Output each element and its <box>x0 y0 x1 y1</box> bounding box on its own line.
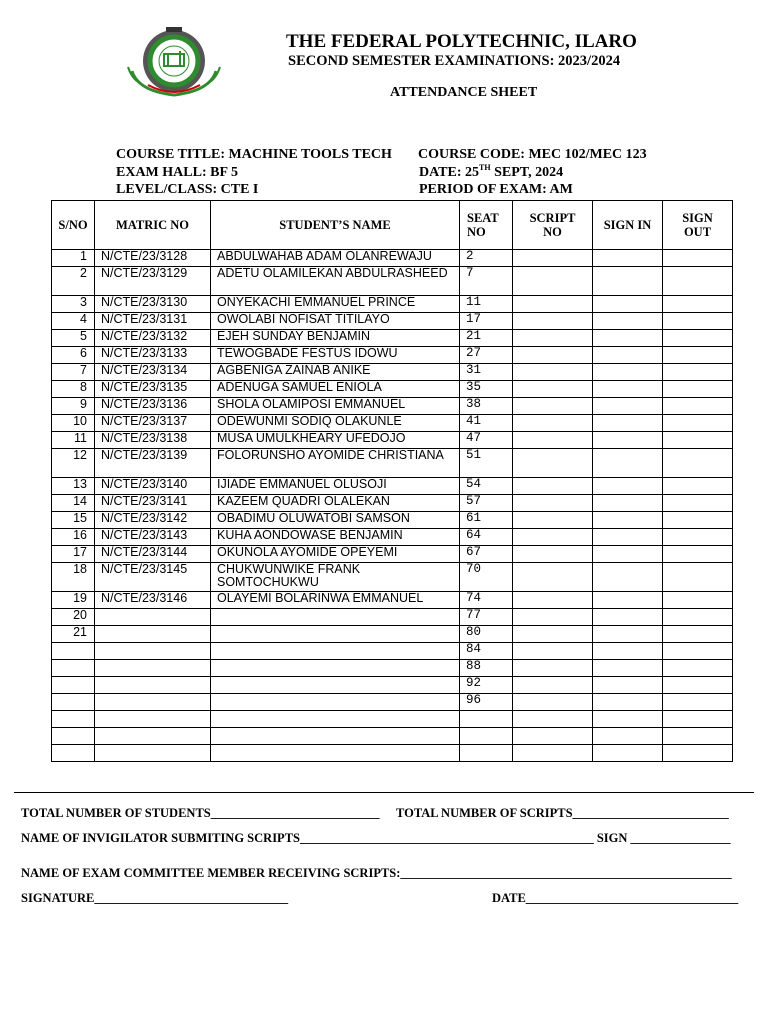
row-sign-in <box>593 398 663 415</box>
row-sno: 3 <box>52 296 95 313</box>
row-sign-out <box>663 643 733 660</box>
row-sno <box>52 728 95 745</box>
row-seat-no: 31 <box>460 364 513 381</box>
row-matric-no <box>95 745 211 762</box>
row-seat-no: 41 <box>460 415 513 432</box>
row-script-no <box>513 643 593 660</box>
row-matric-no: N/CTE/23/3139 <box>95 449 211 478</box>
row-script-no <box>513 529 593 546</box>
row-seat-no <box>460 711 513 728</box>
row-script-no <box>513 364 593 381</box>
table-header-row <box>52 201 733 250</box>
row-sign-out <box>663 677 733 694</box>
sheet-title: ATTENDANCE SHEET <box>390 85 538 100</box>
header-sign-out: SIGN OUT <box>663 201 733 250</box>
row-seat-no: 2 <box>460 250 513 267</box>
row-matric-no: N/CTE/23/3135 <box>95 381 211 398</box>
row-script-no <box>513 711 593 728</box>
row-matric-no: N/CTE/23/3136 <box>95 398 211 415</box>
row-script-no <box>513 449 593 478</box>
row-student-name: OWOLABI NOFISAT TITILAYO <box>211 313 460 330</box>
row-script-no <box>513 495 593 512</box>
row-seat-no: 17 <box>460 313 513 330</box>
row-sno: 6 <box>52 347 95 364</box>
table-row <box>52 529 733 546</box>
footer-divider <box>14 792 754 793</box>
table-row <box>52 643 733 660</box>
row-sno <box>52 643 95 660</box>
row-script-no <box>513 330 593 347</box>
row-sign-in <box>593 592 663 609</box>
row-sign-in <box>593 250 663 267</box>
row-student-name: MUSA UMULKHEARY UFEDOJO <box>211 432 460 449</box>
row-sign-in <box>593 364 663 381</box>
row-sign-in <box>593 381 663 398</box>
row-sign-out <box>663 694 733 711</box>
row-student-name: OLAYEMI BOLARINWA EMMANUEL <box>211 592 460 609</box>
row-student-name <box>211 711 460 728</box>
table-row <box>52 660 733 677</box>
table-row <box>52 347 733 364</box>
row-seat-no: 47 <box>460 432 513 449</box>
table-row <box>52 330 733 347</box>
row-sign-out <box>663 432 733 449</box>
course-title: COURSE TITLE: MACHINE TOOLS TECH <box>116 147 392 162</box>
exam-session: SECOND SEMESTER EXAMINATIONS: 2023/2024 <box>288 53 621 69</box>
row-student-name: ONYEKACHI EMMANUEL PRINCE <box>211 296 460 313</box>
header-seat: SEAT NO <box>460 201 513 250</box>
row-matric-no: N/CTE/23/3140 <box>95 478 211 495</box>
row-matric-no: N/CTE/23/3141 <box>95 495 211 512</box>
row-seat-no: 64 <box>460 529 513 546</box>
row-sno: 11 <box>52 432 95 449</box>
date-line: DATE__________________________________ <box>492 891 739 905</box>
row-sno <box>52 711 95 728</box>
header-name: STUDENT’S NAME <box>211 201 460 250</box>
row-seat-no: 96 <box>460 694 513 711</box>
row-sign-in <box>593 415 663 432</box>
row-sign-out <box>663 313 733 330</box>
table-row <box>52 313 733 330</box>
table-row <box>52 415 733 432</box>
row-sno: 7 <box>52 364 95 381</box>
header-matric: MATRIC NO <box>95 201 211 250</box>
invigilator-line: NAME OF INVIGILATOR SUBMITING SCRIPTS_______________________________________________ SIGN ________________ <box>21 831 731 845</box>
table-row <box>52 563 733 592</box>
row-student-name: CHUKWUNWIKE FRANK SOMTOCHUKWU <box>211 563 460 592</box>
row-student-name <box>211 660 460 677</box>
row-seat-no: 11 <box>460 296 513 313</box>
row-student-name <box>211 728 460 745</box>
row-sign-out <box>663 347 733 364</box>
row-script-no <box>513 609 593 626</box>
row-script-no <box>513 563 593 592</box>
row-sign-out <box>663 609 733 626</box>
row-sign-out <box>663 660 733 677</box>
row-script-no <box>513 694 593 711</box>
row-script-no <box>513 296 593 313</box>
row-matric-no: N/CTE/23/3137 <box>95 415 211 432</box>
row-sign-in <box>593 745 663 762</box>
row-sno <box>52 677 95 694</box>
table-row <box>52 694 733 711</box>
exam-hall: EXAM HALL: BF 5 <box>116 165 238 180</box>
row-matric-no <box>95 728 211 745</box>
row-student-name <box>211 694 460 711</box>
row-matric-no <box>95 609 211 626</box>
header-sign-in: SIGN IN <box>593 201 663 250</box>
row-sign-in <box>593 330 663 347</box>
row-script-no <box>513 381 593 398</box>
table-row <box>52 626 733 643</box>
row-matric-no: N/CTE/23/3138 <box>95 432 211 449</box>
row-sno: 19 <box>52 592 95 609</box>
row-sign-out <box>663 529 733 546</box>
row-seat-no: 21 <box>460 330 513 347</box>
row-sno: 17 <box>52 546 95 563</box>
row-student-name <box>211 626 460 643</box>
row-sign-out <box>663 250 733 267</box>
row-student-name <box>211 643 460 660</box>
row-sign-in <box>593 609 663 626</box>
row-matric-no <box>95 660 211 677</box>
table-row <box>52 592 733 609</box>
row-student-name: ODEWUNMI SODIQ OLAKUNLE <box>211 415 460 432</box>
row-seat-no: 88 <box>460 660 513 677</box>
table-row <box>52 512 733 529</box>
row-sno: 18 <box>52 563 95 592</box>
row-script-no <box>513 432 593 449</box>
table-row <box>52 728 733 745</box>
row-sign-in <box>593 626 663 643</box>
row-student-name: OBADIMU OLUWATOBI SAMSON <box>211 512 460 529</box>
row-script-no <box>513 660 593 677</box>
row-sno: 16 <box>52 529 95 546</box>
exam-period: PERIOD OF EXAM: AM <box>419 182 573 197</box>
row-sign-in <box>593 478 663 495</box>
row-student-name: KAZEEM QUADRI OLALEKAN <box>211 495 460 512</box>
header-script: SCRIPT NO <box>513 201 593 250</box>
row-matric-no <box>95 677 211 694</box>
row-sign-in <box>593 677 663 694</box>
row-seat-no: 80 <box>460 626 513 643</box>
row-sno <box>52 660 95 677</box>
row-matric-no: N/CTE/23/3131 <box>95 313 211 330</box>
row-seat-no: 74 <box>460 592 513 609</box>
row-sign-in <box>593 660 663 677</box>
row-student-name: IJIADE EMMANUEL OLUSOJI <box>211 478 460 495</box>
row-sno: 20 <box>52 609 95 626</box>
row-matric-no: N/CTE/23/3142 <box>95 512 211 529</box>
exam-date: DATE: 25TH SEPT, 2024 <box>419 163 564 180</box>
row-sign-out <box>663 745 733 762</box>
row-script-no <box>513 415 593 432</box>
row-script-no <box>513 398 593 415</box>
row-sign-in <box>593 711 663 728</box>
row-sno: 1 <box>52 250 95 267</box>
row-sign-in <box>593 546 663 563</box>
row-sign-in <box>593 512 663 529</box>
row-matric-no: N/CTE/23/3134 <box>95 364 211 381</box>
row-sno: 13 <box>52 478 95 495</box>
table-row <box>52 745 733 762</box>
row-sign-in <box>593 296 663 313</box>
table-row <box>52 296 733 313</box>
row-seat-no: 35 <box>460 381 513 398</box>
row-seat-no: 84 <box>460 643 513 660</box>
institution-title: THE FEDERAL POLYTECHNIC, ILARO <box>286 31 637 52</box>
table-row <box>52 381 733 398</box>
row-sign-out <box>663 381 733 398</box>
row-student-name <box>211 677 460 694</box>
header-sno: S/NO <box>52 201 95 250</box>
course-code: COURSE CODE: MEC 102/MEC 123 <box>418 147 647 162</box>
row-sign-out <box>663 592 733 609</box>
row-matric-no: N/CTE/23/3143 <box>95 529 211 546</box>
row-sign-out <box>663 711 733 728</box>
total-students-line: TOTAL NUMBER OF STUDENTS___________________________ <box>21 806 380 820</box>
row-sno: 5 <box>52 330 95 347</box>
row-sign-out <box>663 364 733 381</box>
row-matric-no: N/CTE/23/3133 <box>95 347 211 364</box>
row-student-name <box>211 745 460 762</box>
row-student-name: ADETU OLAMILEKAN ABDULRASHEED <box>211 267 460 296</box>
row-matric-no: N/CTE/23/3145 <box>95 563 211 592</box>
row-seat-no: 67 <box>460 546 513 563</box>
row-student-name: OKUNOLA AYOMIDE OPEYEMI <box>211 546 460 563</box>
row-sno: 9 <box>52 398 95 415</box>
row-student-name <box>211 609 460 626</box>
row-matric-no <box>95 643 211 660</box>
row-seat-no: 51 <box>460 449 513 478</box>
row-sign-out <box>663 267 733 296</box>
row-script-no <box>513 592 593 609</box>
row-matric-no: N/CTE/23/3129 <box>95 267 211 296</box>
row-seat-no <box>460 745 513 762</box>
row-sign-out <box>663 296 733 313</box>
row-matric-no <box>95 626 211 643</box>
signature-line: SIGNATURE_______________________________ <box>21 891 289 905</box>
row-sno <box>52 694 95 711</box>
row-student-name: ADENUGA SAMUEL ENIOLA <box>211 381 460 398</box>
table-row <box>52 364 733 381</box>
row-sign-out <box>663 415 733 432</box>
row-sign-out <box>663 495 733 512</box>
row-sign-out <box>663 512 733 529</box>
row-matric-no: N/CTE/23/3144 <box>95 546 211 563</box>
row-sign-in <box>593 432 663 449</box>
row-sign-in <box>593 449 663 478</box>
table-row <box>52 677 733 694</box>
row-seat-no: 38 <box>460 398 513 415</box>
row-student-name: SHOLA OLAMIPOSI EMMANUEL <box>211 398 460 415</box>
row-student-name: ABDULWAHAB ADAM OLANREWAJU <box>211 250 460 267</box>
row-matric-no <box>95 694 211 711</box>
row-matric-no: N/CTE/23/3132 <box>95 330 211 347</box>
row-sign-out <box>663 546 733 563</box>
row-script-no <box>513 677 593 694</box>
row-sign-in <box>593 267 663 296</box>
row-seat-no: 70 <box>460 563 513 592</box>
row-sno: 10 <box>52 415 95 432</box>
row-student-name: FOLORUNSHO AYOMIDE CHRISTIANA <box>211 449 460 478</box>
row-sign-in <box>593 495 663 512</box>
row-seat-no: 27 <box>460 347 513 364</box>
row-sign-in <box>593 313 663 330</box>
row-sign-out <box>663 449 733 478</box>
row-matric-no <box>95 711 211 728</box>
row-sno: 8 <box>52 381 95 398</box>
row-matric-no: N/CTE/23/3130 <box>95 296 211 313</box>
row-seat-no: 7 <box>460 267 513 296</box>
row-sno <box>52 745 95 762</box>
table-row <box>52 609 733 626</box>
table-row <box>52 495 733 512</box>
row-seat-no: 61 <box>460 512 513 529</box>
row-seat-no: 77 <box>460 609 513 626</box>
table-row <box>52 398 733 415</box>
row-sign-out <box>663 398 733 415</box>
row-seat-no: 57 <box>460 495 513 512</box>
row-student-name: AGBENIGA ZAINAB ANIKE <box>211 364 460 381</box>
row-script-no <box>513 626 593 643</box>
row-sign-out <box>663 563 733 592</box>
table-row <box>52 546 733 563</box>
row-script-no <box>513 347 593 364</box>
row-script-no <box>513 728 593 745</box>
row-sno: 21 <box>52 626 95 643</box>
row-sign-out <box>663 330 733 347</box>
row-script-no <box>513 512 593 529</box>
row-sign-out <box>663 626 733 643</box>
table-row <box>52 250 733 267</box>
row-student-name: EJEH SUNDAY BENJAMIN <box>211 330 460 347</box>
table-row <box>52 432 733 449</box>
row-sign-in <box>593 728 663 745</box>
row-sno: 2 <box>52 267 95 296</box>
row-student-name: KUHA AONDOWASE BENJAMIN <box>211 529 460 546</box>
row-sno: 15 <box>52 512 95 529</box>
row-script-no <box>513 546 593 563</box>
row-sno: 12 <box>52 449 95 478</box>
row-sign-in <box>593 529 663 546</box>
level-class: LEVEL/CLASS: CTE I <box>116 182 259 197</box>
committee-member-line: NAME OF EXAM COMMITTEE MEMBER RECEIVING SCRIPTS:_____________________________________________________ <box>21 866 732 880</box>
row-sign-in <box>593 694 663 711</box>
row-sign-out <box>663 478 733 495</box>
total-scripts-line: TOTAL NUMBER OF SCRIPTS_________________________ <box>396 806 729 820</box>
row-script-no <box>513 267 593 296</box>
row-script-no <box>513 745 593 762</box>
row-sign-out <box>663 728 733 745</box>
polytechnic-logo <box>118 27 230 97</box>
row-seat-no <box>460 728 513 745</box>
row-sno: 14 <box>52 495 95 512</box>
table-row <box>52 478 733 495</box>
table-row <box>52 711 733 728</box>
row-student-name: TEWOGBADE FESTUS IDOWU <box>211 347 460 364</box>
row-script-no <box>513 250 593 267</box>
row-matric-no: N/CTE/23/3146 <box>95 592 211 609</box>
table-row <box>52 449 733 478</box>
row-sign-in <box>593 643 663 660</box>
row-script-no <box>513 478 593 495</box>
row-sign-in <box>593 563 663 592</box>
row-seat-no: 54 <box>460 478 513 495</box>
row-script-no <box>513 313 593 330</box>
attendance-table <box>51 200 733 762</box>
row-matric-no: N/CTE/23/3128 <box>95 250 211 267</box>
row-sign-in <box>593 347 663 364</box>
row-seat-no: 92 <box>460 677 513 694</box>
table-row <box>52 267 733 296</box>
row-sno: 4 <box>52 313 95 330</box>
